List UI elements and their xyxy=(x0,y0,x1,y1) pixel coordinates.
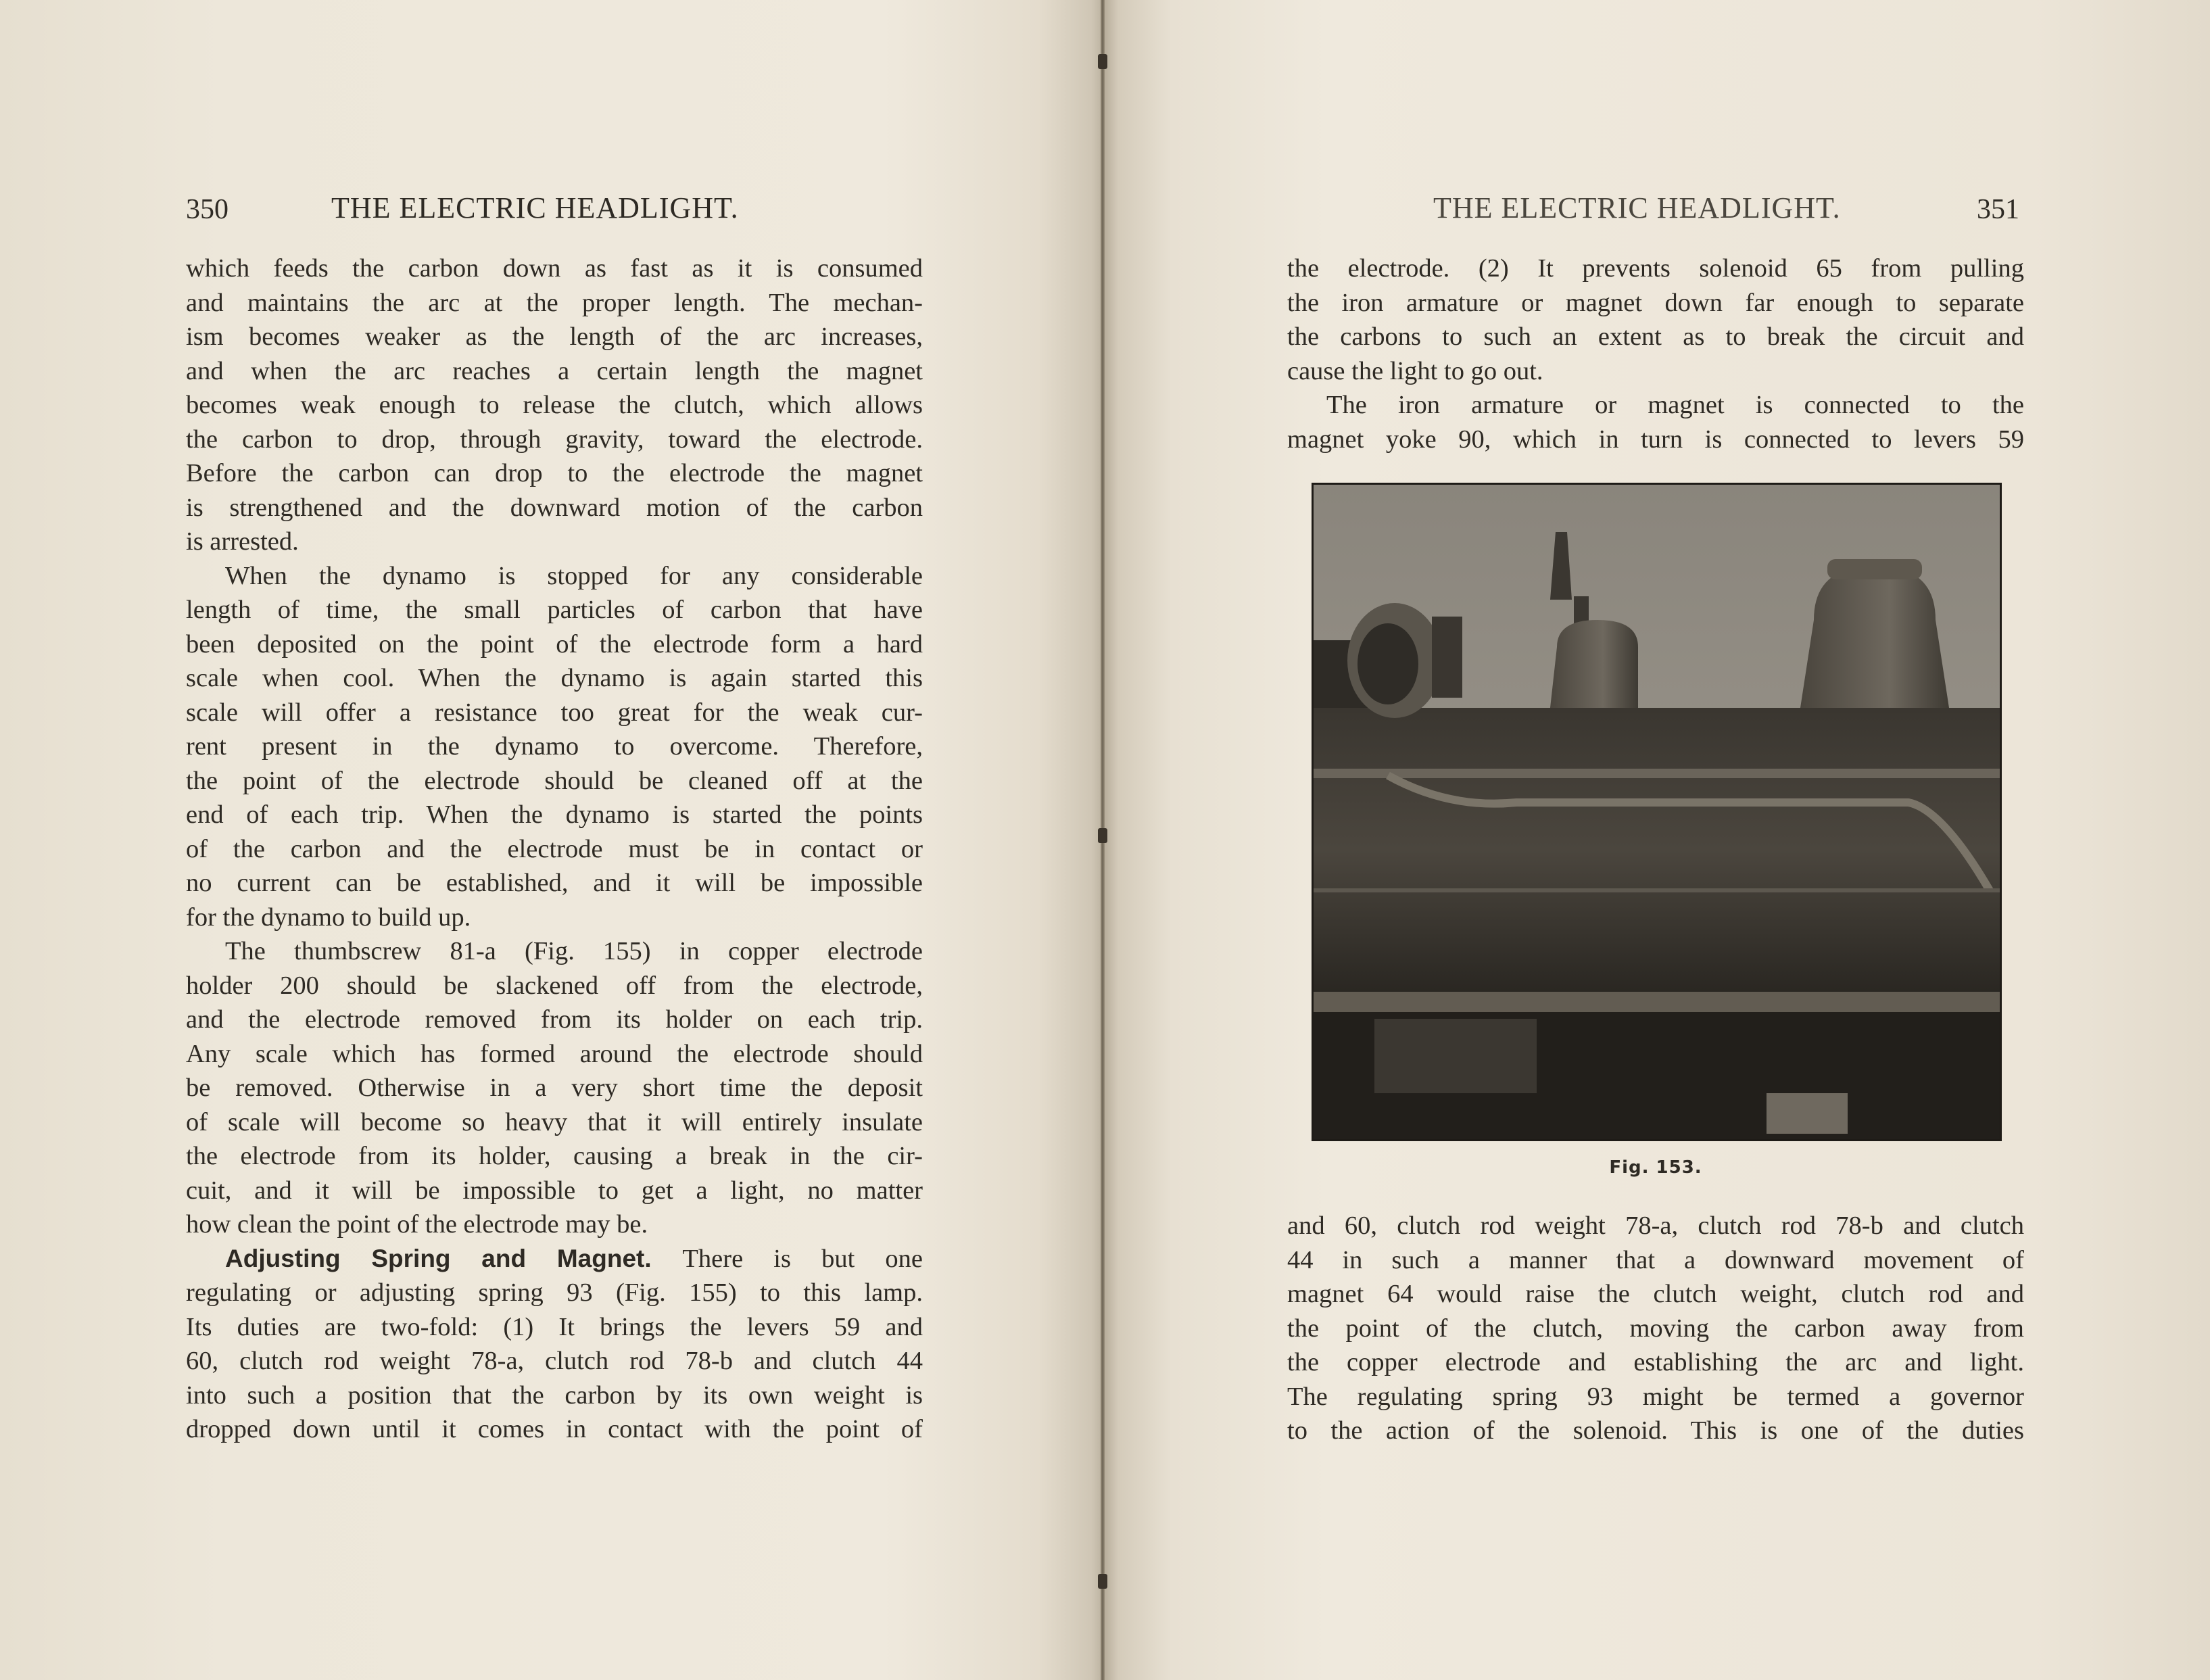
text-line: The iron armature or magnet is connected to the xyxy=(1326,391,2024,419)
text-line: how clean the point of the electrode may be. xyxy=(186,1210,648,1239)
text-line: Its duties are two-fold: (1) It brings the levers 59 and xyxy=(186,1312,923,1341)
locomotive-photo-image xyxy=(1314,485,2000,1139)
locomotive-photograph xyxy=(1312,483,2002,1141)
text-line: the electrode. (2) It prevents solenoid 65 from pulling xyxy=(1287,254,2024,283)
page-number: 351 xyxy=(1977,194,2019,225)
text-line: becomes weak enough to release the clutch, which allows xyxy=(186,391,923,419)
text-line: magnet 64 would raise the clutch weight, clutch rod and xyxy=(1287,1280,2024,1308)
text-line: and maintains the arc at the proper length. The mechan- xyxy=(186,288,923,317)
text-line: regulating or adjusting spring 93 (Fig. 155) to this lamp. xyxy=(186,1278,923,1307)
text-line: When the dynamo is stopped for any considerable xyxy=(225,561,923,590)
text-line: scale when cool. When the dynamo is again started this xyxy=(186,664,923,692)
text-line: end of each trip. When the dynamo is started the points xyxy=(186,800,923,829)
text-line: the iron armature or magnet down far enough to separate xyxy=(1287,288,2024,317)
text-line: cause the light to go out. xyxy=(1287,356,1543,385)
text-line: dropped down until it comes in contact with the point of xyxy=(186,1415,923,1443)
text-line: of scale will become so heavy that it will entirely insulate xyxy=(186,1107,923,1136)
text-line: The thumbscrew 81-a (Fig. 155) in copper electrode xyxy=(225,937,923,965)
text-line: length of time, the small particles of carbon that have xyxy=(186,596,923,624)
text-line: is strengthened and the downward motion of the carbon xyxy=(186,493,923,522)
text-line: the point of the electrode should be cleaned off at the xyxy=(186,766,923,795)
text-line: magnet yoke 90, which in turn is connected to levers 59 xyxy=(1287,425,2024,454)
text-line: ism becomes weaker as the length of the arc increases, xyxy=(186,322,923,351)
text-line: the point of the clutch, moving the carbon away from xyxy=(1287,1314,2024,1343)
text-line: into such a position that the carbon by its own weight is xyxy=(186,1381,923,1410)
text-line: to the action of the solenoid. This is one of the duties xyxy=(1287,1416,2024,1445)
text-line: and 60, clutch rod weight 78-a, clutch rod 78-b and clutch xyxy=(1287,1211,2024,1240)
running-head: THE ELECTRIC HEADLIGHT. xyxy=(1433,191,1841,224)
body-text-top xyxy=(1287,251,2024,456)
text-line: and the electrode removed from its holder on each trip. xyxy=(186,1005,923,1034)
text-line: 60, clutch rod weight 78-a, clutch rod 78-b and clutch 44 xyxy=(186,1347,923,1375)
page-number: 350 xyxy=(186,194,229,225)
text-line: The regulating spring 93 might be termed a governor xyxy=(1287,1382,2024,1411)
text-line: cuit, and it will be impossible to get a light, no matter xyxy=(186,1176,923,1205)
text-line: the carbons to such an extent as to break the circuit and xyxy=(1287,322,2024,351)
text-line: and when the arc reaches a certain length the magnet xyxy=(186,356,923,385)
body-text xyxy=(186,251,923,1447)
text-line: Before the carbon can drop to the electrode the magnet xyxy=(186,459,923,487)
text-line: holder 200 should be slackened off from the electrode, xyxy=(186,971,923,1000)
text-line: Adjusting Spring and Magnet. There is but one xyxy=(225,1244,923,1273)
section-heading: Adjusting Spring and Magnet. xyxy=(225,1244,683,1272)
running-head: THE ELECTRIC HEADLIGHT. xyxy=(331,191,739,224)
text-line: the copper electrode and establishing the arc and light. xyxy=(1287,1348,2024,1376)
text-line: 44 in such a manner that a downward movement of xyxy=(1287,1245,2024,1274)
left-page xyxy=(0,0,1101,1680)
text-line: rent present in the dynamo to overcome. Therefore, xyxy=(186,732,923,761)
text-line: Any scale which has formed around the electrode should xyxy=(186,1039,923,1068)
text-line: of the carbon and the electrode must be in contact or xyxy=(186,834,923,863)
text-line: been deposited on the point of the electrode form a hard xyxy=(186,629,923,658)
text-line: scale will offer a resistance too great for the weak cur- xyxy=(186,698,923,727)
figure-caption: Fig. 153. xyxy=(1609,1157,1702,1178)
text-line: which feeds the carbon down as fast as it is consumed xyxy=(186,254,923,283)
text-line: for the dynamo to build up. xyxy=(186,903,471,932)
text-line: no current can be established, and it will be impossible xyxy=(186,869,923,897)
text-line: be removed. Otherwise in a very short time the deposit xyxy=(186,1074,923,1102)
text-line: is arrested. xyxy=(186,527,299,556)
text-line: the electrode from its holder, causing a break in the cir- xyxy=(186,1142,923,1170)
body-text-bottom xyxy=(1287,1209,2024,1448)
text-line: the carbon to drop, through gravity, toward the electrode. xyxy=(186,425,923,454)
